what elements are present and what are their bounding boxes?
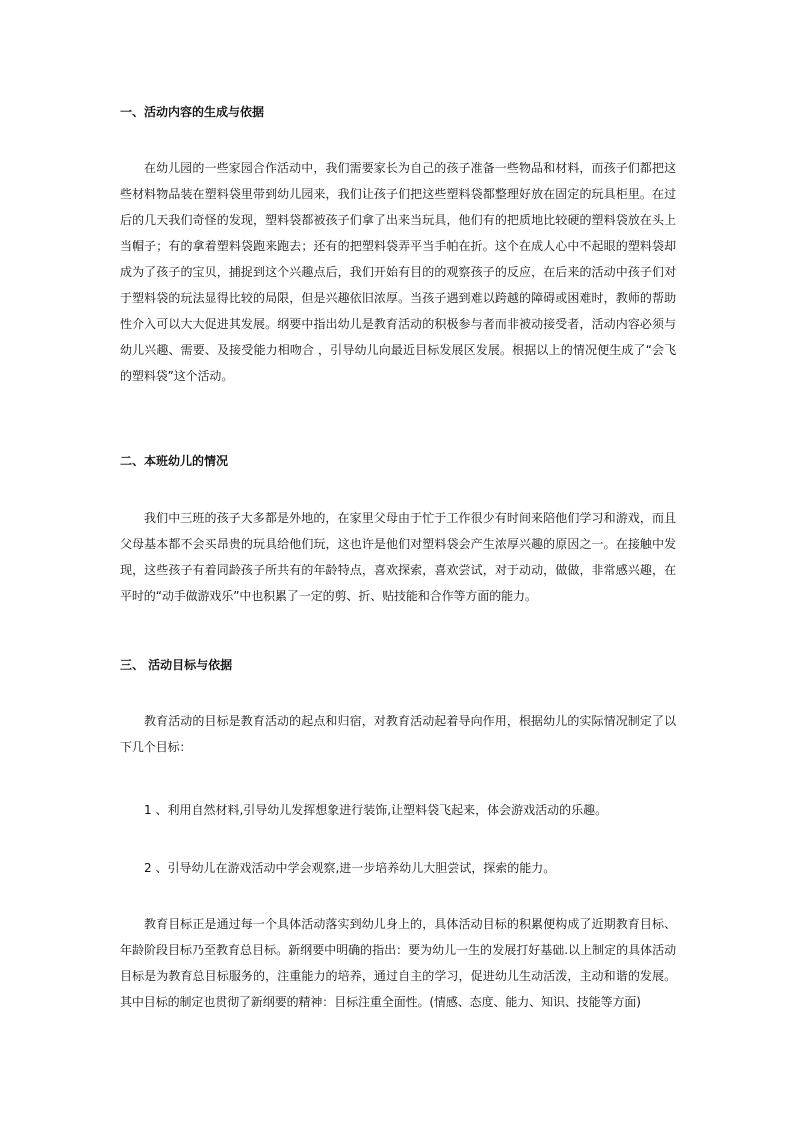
- section-1-paragraph: 在幼儿园的一些家园合作活动中，我们需要家长为自己的孩子准备一些物品和材料，而孩子们都把这些材料物品装在塑料袋里带到幼儿园来，我们让孩子们把这些塑料袋都整理好放在固定的玩具柜里。在过后的几天我们奇怪的发现，塑料袋都被孩子们拿了出来当玩具，他们有的把质地比较硬的塑料袋放在头上当帽子；有的拿着塑料袋跑来跑去；还有的把塑料袋弄平当手帕在折。这个在成人心中不起眼的塑料袋却成为了孩子的宝贝，捕捉到这个兴趣点后，我们开始有目的的观察孩子的反应，在后来的活动中孩子们对于塑料袋的玩法显得比较的局限，但是兴趣依旧浓厚。当孩子遇到难以跨越的障碍或困难时，教师的帮助性介入可以大大促进其发展。纲要中指出幼儿是教育活动的积极参与者而非被动接受者，活动内容必须与幼儿兴趣、需要、及接受能力相吻合 ，引导幼儿向最近目标发展区发展。根据以上的情况便生成了“会飞的塑料袋”这个活动。: [120, 161, 676, 383]
- section-3-heading: 三、 活动目标与依据: [120, 658, 233, 672]
- section-3-intro: 教育活动的目标是教育活动的起点和归宿，对教育活动起着导向作用，根据幼儿的实际情况制定了以下几个目标：: [120, 714, 676, 754]
- section-2-paragraph: 我们中三班的孩子大多都是外地的，在家里父母由于忙于工作很少有时间来陪他们学习和游戏，而且父母基本都不会买昂贵的玩具给他们玩，这也许是他们对塑料袋会产生浓厚兴趣的原因之一。在接触中发现，这些孩子有着同龄孩子所共有的年龄特点，喜欢探索，喜欢尝试，对于动动，做做，非常感兴趣，在平时的“动手做游戏乐”中也积累了一定的剪、折、贴技能和合作等方面的能力。: [120, 511, 676, 603]
- goal-1: 1 、利用自然材料,引导幼儿发挥想象进行装饰,让塑料袋飞起来，体会游戏活动的乐趣。: [144, 803, 608, 817]
- section-1-heading: 一、活动内容的生成与依据: [120, 105, 265, 119]
- section-3-closing: 教育目标正是通过每一个具体活动落实到幼儿身上的，具体活动目标的积累便构成了近期教育目标、年龄阶段目标乃至教育总目标。新纲要中明确的指出：要为幼儿一生的发展打好基础.以上制定的具体活动目标是为教育总目标服务的，注重能力的培养，通过自主的学习，促进幼儿生动活泼，主动和谐的发展。其中目标的制定也贯彻了新纲要的精神：目标注重全面性。(情感、态度、能力、知识、技能等方面): [120, 917, 676, 1009]
- section-2-heading: 二、本班幼儿的情况: [120, 454, 229, 468]
- goal-2: 2 、引导幼儿在游戏活动中学会观察,进一步培养幼儿大胆尝试，探索的能力。: [144, 861, 556, 875]
